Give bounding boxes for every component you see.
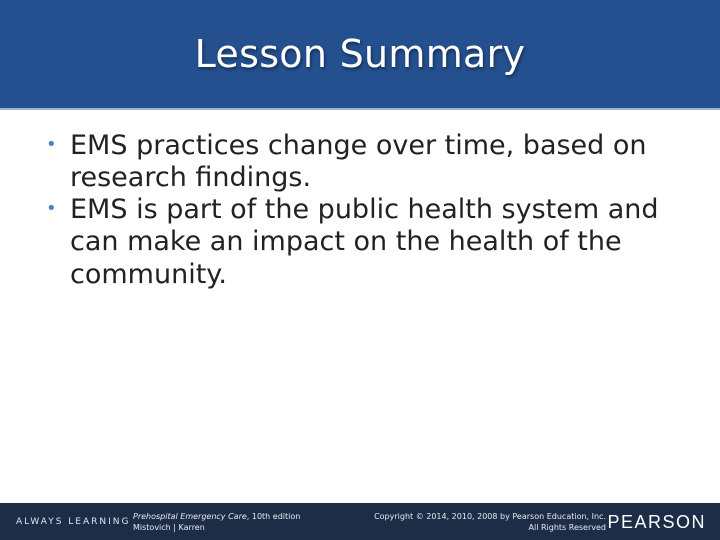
bullet-text: EMS is part of the public health system and can make an impact on the health of the community. <box>70 194 659 290</box>
bullet-item <box>46 194 686 290</box>
book-citation <box>133 511 300 533</box>
footer-tagline: ALWAYS LEARNING <box>16 517 131 527</box>
bullet-item <box>46 130 686 194</box>
title-bar <box>0 0 720 110</box>
book-title: Prehospital Emergency Care <box>133 512 247 521</box>
slide-title: Lesson Summary <box>194 32 526 76</box>
pearson-logo: PEARSON <box>607 512 706 532</box>
bullet-list <box>46 130 686 291</box>
footer-bar <box>0 503 720 540</box>
bullet-text: EMS practices change over time, based on research findings. <box>70 130 647 194</box>
book-authors: Mistovich | Karren <box>133 523 205 532</box>
copyright-line: Copyright © 2014, 2010, 2008 by Pearson Education, Inc. <box>374 512 606 521</box>
rights-line: All Rights Reserved <box>528 523 606 532</box>
book-edition: , 10th edition <box>246 512 301 521</box>
bullet-icon: • <box>46 134 57 155</box>
bullet-icon: • <box>46 198 57 220</box>
copyright-notice <box>374 511 606 533</box>
